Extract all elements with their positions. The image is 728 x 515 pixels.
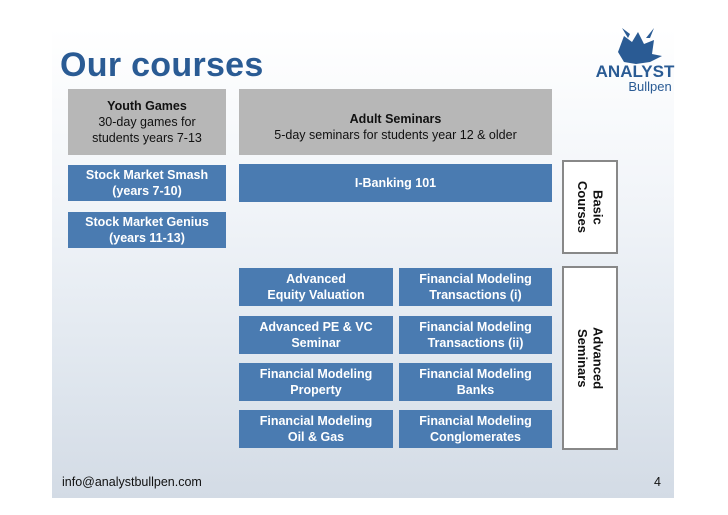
youth-games-title: Youth Games (107, 98, 187, 113)
course-line1: Financial Modeling (419, 413, 532, 428)
advanced-course-box (239, 268, 393, 306)
course-line2: Banks (456, 383, 495, 397)
advanced-label-line1: Advanced (590, 326, 606, 390)
youth-course-line1: Stock Market Genius (85, 214, 209, 229)
youth-games-line1: 30-day games for (98, 114, 196, 129)
advanced-course-box (399, 363, 552, 401)
course-line2: Transactions (ii) (427, 336, 524, 350)
logo-top-text: ANALYST (595, 62, 675, 81)
basic-course-box (239, 164, 552, 202)
advanced-course-box (239, 316, 393, 354)
youth-games-line2: students years 7-13 (92, 131, 202, 146)
course-line1: Advanced (286, 271, 346, 286)
advanced-course-box (399, 410, 552, 448)
adult-seminars-subtitle: 5-day seminars for students year 12 & older (274, 128, 517, 142)
course-line2: Oil & Gas (287, 430, 345, 444)
course-line2: Equity Valuation (267, 288, 365, 302)
course-line2: Transactions (i) (429, 288, 522, 302)
course-line1: Advanced PE & VC (259, 319, 373, 334)
youth-games-header (68, 89, 226, 155)
logo-bottom-text: Bullpen (628, 79, 672, 94)
course-line1: Financial Modeling (419, 366, 532, 381)
advanced-course-box (239, 410, 393, 448)
advanced-seminars-label (562, 266, 618, 450)
course-line2: Conglomerates (430, 430, 521, 444)
course-line1: Financial Modeling (259, 366, 373, 381)
basic-label-line2: Courses (575, 180, 590, 234)
advanced-course-box (399, 316, 552, 354)
advanced-label-line2: Seminars (575, 328, 590, 388)
course-line1: Financial Modeling (419, 271, 532, 286)
youth-course-box (68, 212, 226, 248)
basic-courses-label (562, 160, 618, 254)
youth-course-box (68, 165, 226, 201)
youth-course-line1: Stock Market Smash (85, 167, 209, 182)
course-line1: Financial Modeling (419, 319, 532, 334)
bull-icon (618, 28, 662, 64)
course-line1: Financial Modeling (259, 413, 373, 428)
adult-seminars-title: Adult Seminars (349, 111, 442, 126)
advanced-course-box (399, 268, 552, 306)
adult-seminars-header (239, 89, 552, 155)
page-number: 4 (654, 475, 661, 489)
analyst-bullpen-logo (588, 22, 683, 102)
page-title: Our courses (60, 46, 264, 84)
youth-course-line2: (years 7-10) (112, 184, 182, 198)
contact-email[interactable]: info@analystbullpen.com (62, 475, 202, 489)
course-line2: Seminar (291, 336, 341, 350)
basic-label-line1: Basic (590, 189, 606, 225)
course-line2: Property (290, 383, 342, 397)
advanced-course-box (239, 363, 393, 401)
youth-course-line2: (years 11-13) (109, 231, 185, 245)
basic-course-label: I-Banking 101 (354, 175, 437, 190)
